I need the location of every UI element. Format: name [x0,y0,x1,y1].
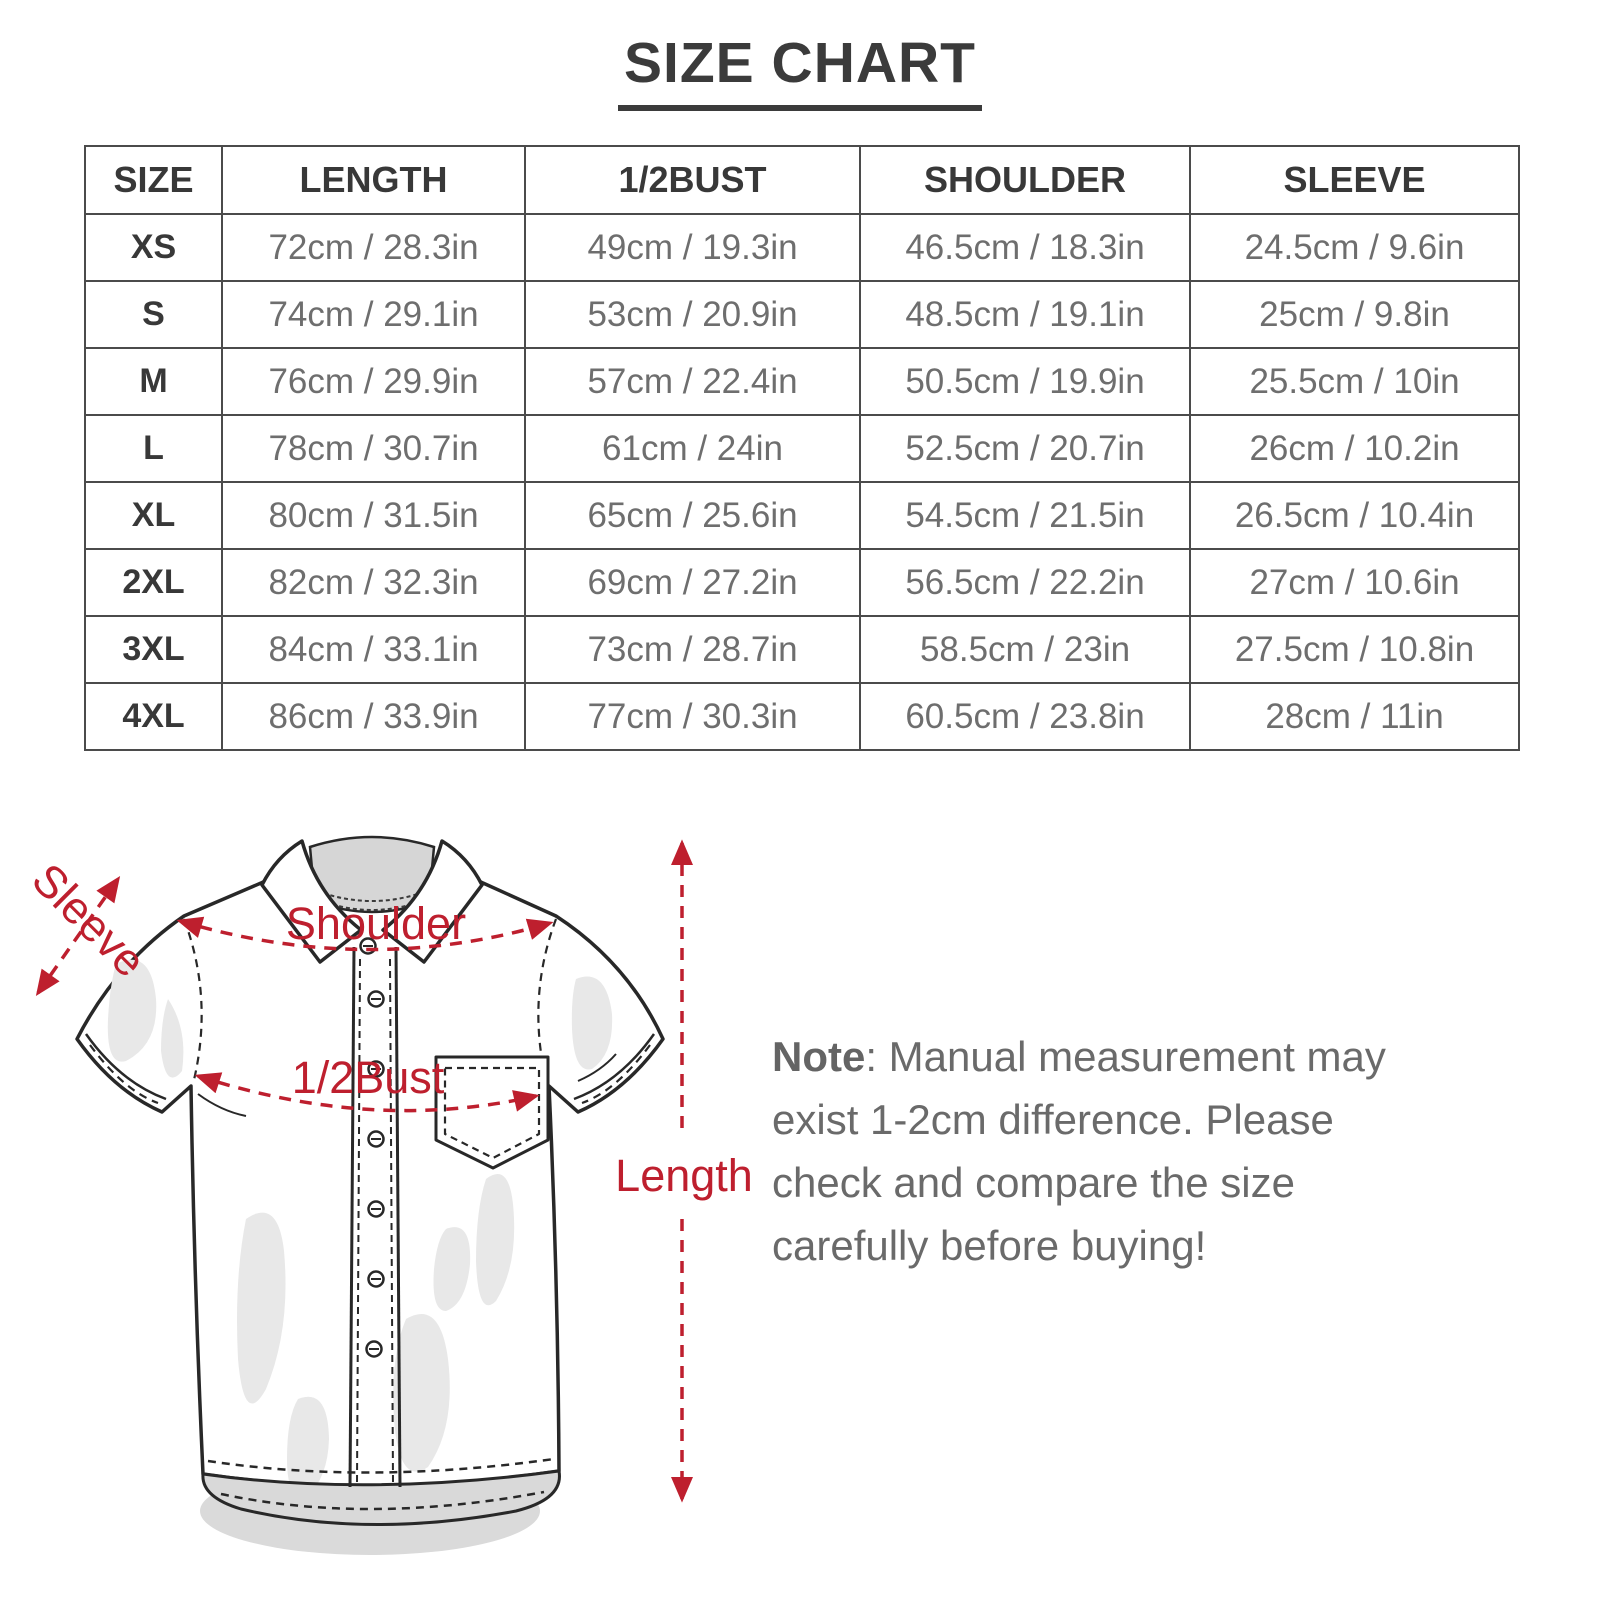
cell-length: 86cm / 33.9in [222,683,525,750]
page-title: SIZE CHART [618,30,982,111]
cell-length: 78cm / 30.7in [222,415,525,482]
button [369,1272,384,1287]
cell-sleeve: 26.5cm / 10.4in [1190,482,1519,549]
cell-bust: 77cm / 30.3in [525,683,860,750]
cell-size: 4XL [85,683,222,750]
cell-shoulder: 58.5cm / 23in [860,616,1190,683]
cell-bust: 53cm / 20.9in [525,281,860,348]
note-bold-prefix: Note [772,1033,866,1080]
cell-size: 3XL [85,616,222,683]
cell-shoulder: 48.5cm / 19.1in [860,281,1190,348]
cell-size: L [85,415,222,482]
cell-size: S [85,281,222,348]
note-line: check and compare the size [772,1159,1295,1206]
cell-sleeve: 25.5cm / 10in [1190,348,1519,415]
button [369,1132,384,1147]
cell-bust: 57cm / 22.4in [525,348,860,415]
cell-size: M [85,348,222,415]
cell-bust: 61cm / 24in [525,415,860,482]
cell-length: 74cm / 29.1in [222,281,525,348]
cell-shoulder: 50.5cm / 19.9in [860,348,1190,415]
cell-length: 72cm / 28.3in [222,214,525,281]
note-line: carefully before buying! [772,1222,1207,1269]
table-row [85,281,1519,348]
cell-shoulder: 60.5cm / 23.8in [860,683,1190,750]
cell-sleeve: 28cm / 11in [1190,683,1519,750]
table-row [85,549,1519,616]
shirt-diagram [16,799,776,1599]
cell-shoulder: 46.5cm / 18.3in [860,214,1190,281]
table-header-row [85,146,1519,214]
table-row [85,415,1519,482]
cell-sleeve: 27cm / 10.6in [1190,549,1519,616]
shoulder-label: Shoulder [285,898,467,949]
button [367,1342,382,1357]
cell-length: 76cm / 29.9in [222,348,525,415]
col-header-length: LENGTH [222,146,525,214]
title-bar [0,0,1600,111]
cell-shoulder: 54.5cm / 21.5in [860,482,1190,549]
table-row [85,214,1519,281]
cell-sleeve: 27.5cm / 10.8in [1190,616,1519,683]
col-header-bust: 1/2BUST [525,146,860,214]
cell-sleeve: 24.5cm / 9.6in [1190,214,1519,281]
table-row [85,482,1519,549]
cell-shoulder: 52.5cm / 20.7in [860,415,1190,482]
cell-size: XS [85,214,222,281]
cell-bust: 69cm / 27.2in [525,549,860,616]
cell-bust: 49cm / 19.3in [525,214,860,281]
cell-length: 80cm / 31.5in [222,482,525,549]
note-line: Note: Manual measurement may [772,1033,1386,1080]
table-row [85,348,1519,415]
bust-label: 1/2Bust [291,1052,445,1103]
table-row [85,683,1519,750]
col-header-shoulder: SHOULDER [860,146,1190,214]
table-row [85,616,1519,683]
button [369,992,384,1007]
cell-size: XL [85,482,222,549]
note-line: exist 1-2cm difference. Please [772,1096,1334,1143]
cell-bust: 73cm / 28.7in [525,616,860,683]
note-text [772,1025,1482,1277]
sleeve-label: Sleeve [22,853,156,987]
length-label: Length [615,1150,753,1201]
col-header-sleeve: SLEEVE [1190,146,1519,214]
cell-size: 2XL [85,549,222,616]
cell-length: 82cm / 32.3in [222,549,525,616]
cell-sleeve: 26cm / 10.2in [1190,415,1519,482]
cell-shoulder: 56.5cm / 22.2in [860,549,1190,616]
cell-sleeve: 25cm / 9.8in [1190,281,1519,348]
size-table [84,145,1520,751]
col-header-size: SIZE [85,146,222,214]
measurement-figure-section [0,799,1600,1599]
button [369,1202,384,1217]
cell-length: 84cm / 33.1in [222,616,525,683]
cell-bust: 65cm / 25.6in [525,482,860,549]
